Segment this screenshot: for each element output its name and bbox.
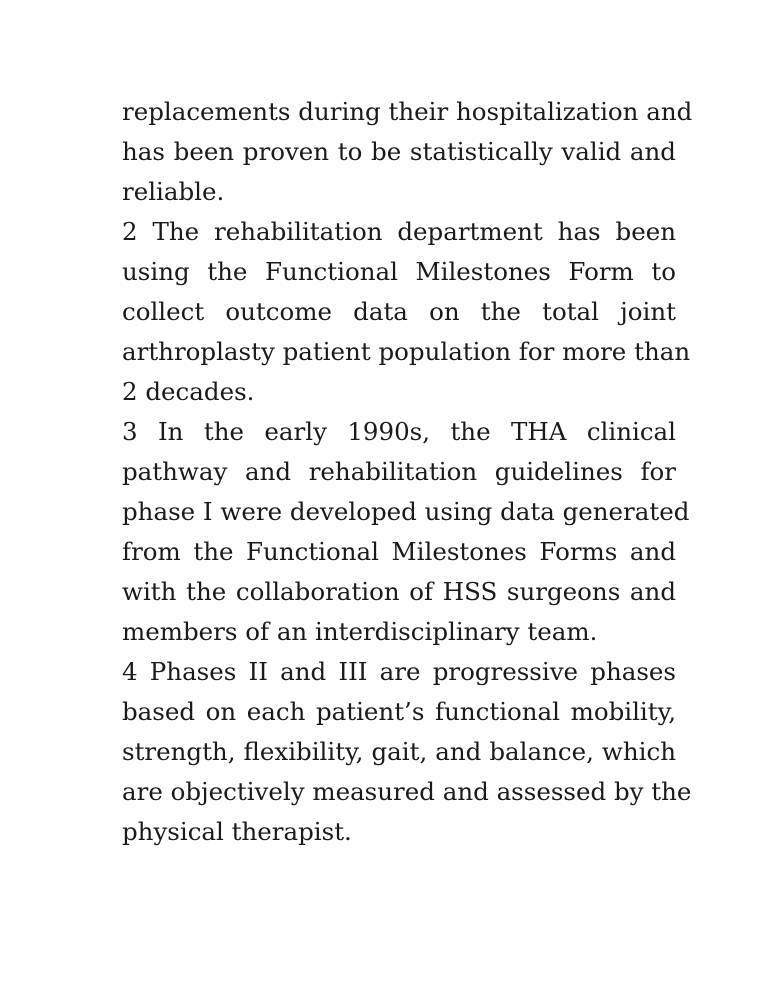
text-line: 2 The rehabilitation department has been <box>122 217 676 246</box>
text-line: 2 decades. <box>122 377 255 406</box>
text-line: 3 In the early 1990s, the THA clinical <box>122 417 676 446</box>
text-line: from the Functional Milestones Forms and <box>122 537 676 566</box>
text-line: arthroplasty patient population for more than <box>122 337 691 366</box>
text-line: with the collaboration of HSS surgeons and <box>122 577 676 606</box>
paragraph-4 <box>122 652 692 852</box>
paragraph-2 <box>122 212 691 412</box>
text-line: phase I were developed using data generated <box>122 497 690 526</box>
text-line: reliable. <box>122 177 225 206</box>
text-line: physical therapist. <box>122 817 352 846</box>
text-line: replacements during their hospitalization and <box>122 97 693 126</box>
text-line: strength, flexibility, gait, and balance, which <box>122 737 676 766</box>
text-line: has been proven to be statistically valid and <box>122 137 676 166</box>
paragraph-3 <box>122 412 690 652</box>
text-line: based on each patient’s functional mobility, <box>122 697 676 726</box>
text-line: collect outcome data on the total joint <box>122 297 676 326</box>
text-line: using the Functional Milestones Form to <box>122 257 676 286</box>
text-line: members of an interdisciplinary team. <box>122 617 598 646</box>
paragraph-continuation <box>122 92 693 212</box>
text-line: 4 Phases II and III are progressive phases <box>122 657 676 686</box>
body-text <box>122 92 693 852</box>
text-line: are objectively measured and assessed by the <box>122 777 692 806</box>
text-line: pathway and rehabilitation guidelines for <box>122 457 676 486</box>
